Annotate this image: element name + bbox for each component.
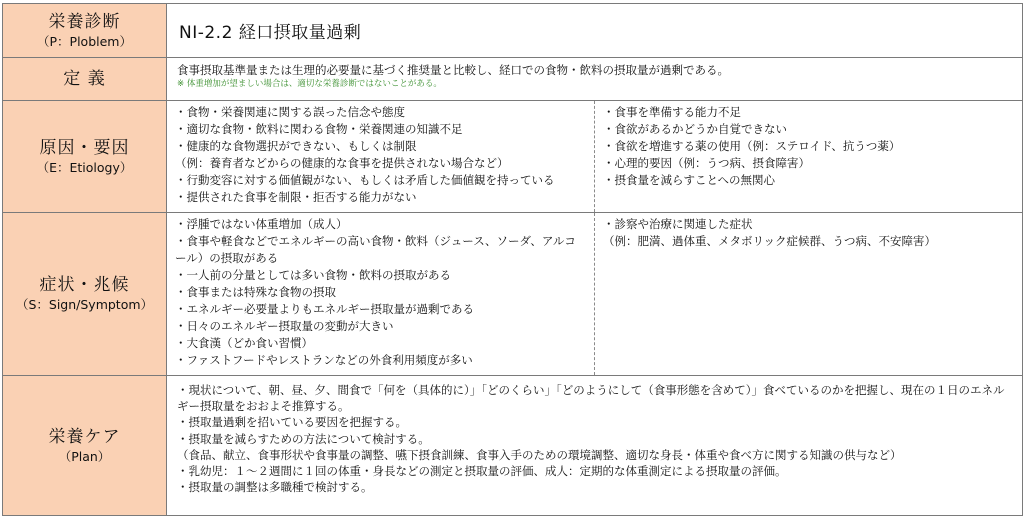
list-item: ・食物・栄養関連に関する誤った信念や態度	[175, 105, 405, 119]
plan-row	[3, 376, 1023, 516]
list-item: （例：肥満、過体重、メタボリック症候群、うつ病、不安障害）	[603, 234, 937, 248]
plan-list	[167, 376, 1023, 516]
definition-note: ※ 体重増加が望ましい場合は、適切な栄養診断ではないことがある。	[177, 79, 442, 89]
header-label-sub: （P：Ploblem）	[37, 33, 132, 49]
etiology-label-cell	[3, 101, 167, 213]
definition-label: 定 義	[63, 69, 106, 89]
etiology-label: 原因・要因	[39, 137, 130, 158]
list-item: （食品、献立、食事形状や食事量の調整、嚥下摂食訓練、食事入手のための環境調整、適切な身長・体重や食べ方に関する知識の供与など）	[177, 447, 902, 462]
list-item: ・健康的な食物選択ができない、もしくは制限	[175, 139, 417, 153]
list-item: ・一人前の分量としては多い食物・飲料の摂取がある	[175, 268, 451, 282]
list-item: ・エネルギー必要量よりもエネルギー摂取量が過剰である	[175, 302, 474, 316]
symptoms-left-list	[167, 213, 595, 376]
list-item: ・乳幼児：１～２週間に１回の体重・身長などの測定と摂取量の評価、成人：定期的な体重測定による摂取量の評価。	[177, 464, 787, 479]
etiology-right-list	[595, 101, 1023, 213]
list-item: ・食欲を増進する薬の使用（例：ステロイド、抗うつ薬）	[603, 139, 901, 153]
diagnosis-table	[2, 3, 1023, 516]
symptoms-row	[3, 213, 1023, 376]
list-item: ・食事や軽食などでエネルギーの高い食物・飲料（ジュース、ソーダ、アルコール）の摂取がある	[175, 234, 576, 265]
list-item: ・日々のエネルギー摂取量の変動が大きい	[175, 319, 394, 333]
list-item: ・大食漢（どか食い習慣）	[175, 336, 313, 350]
list-item: ・浮腫ではない体重増加（成人）	[175, 217, 348, 231]
etiology-left-list	[167, 101, 595, 213]
header-row	[3, 4, 1023, 58]
list-item: ・摂取量の調整は多職種で検討する。	[177, 480, 373, 495]
plan-label-sub: （Plan）	[58, 448, 111, 464]
definition-label-cell	[3, 58, 167, 101]
list-item: （例：養育者などからの健康的な食事を提供されない場合など）	[175, 156, 509, 170]
header-label-cell	[3, 4, 167, 58]
plan-label-cell	[3, 376, 167, 516]
symptoms-label: 症状・兆候	[39, 275, 130, 295]
plan-label: 栄養ケア	[48, 426, 121, 447]
list-item: ・食欲があるかどうか自覚できない	[603, 122, 787, 136]
list-item: ・行動変容に対する価値観がない、もしくは矛盾した価値観を持っている	[175, 173, 555, 187]
list-item: ・適切な食物・飲料に関わる食物・栄養関連の知識不足	[175, 122, 463, 136]
definition-cell	[167, 58, 1023, 101]
list-item: ・診察や治療に関連した症状	[603, 217, 753, 231]
list-item: ・食事を準備する能力不足	[603, 105, 741, 119]
header-label: 栄養診断	[48, 11, 121, 32]
list-item: ・現状について、朝、昼、夕、間食で「何を（具体的に）」「どのくらい」「どのようにして（食事形態を含めて）」食べているのかを把握し、現在の１日のエネルギー摂取量をおおよそ推算する。	[177, 383, 1005, 414]
definition-text: 食事摂取基準量または生理的必要量に基づく推奨量と比較し、経口での食物・飲料の摂取量が過剰である。	[177, 63, 729, 77]
etiology-label-sub: （E：Etiology）	[36, 159, 133, 175]
symptoms-right-list	[595, 213, 1023, 376]
etiology-row	[3, 101, 1023, 213]
list-item: ・摂取量を減らすための方法について検討する。	[177, 431, 430, 446]
diagnosis-title: NI-2.2 経口摂取量過剰	[167, 4, 1023, 58]
list-item: ・摂取量過剰を招いている要因を把握する。	[177, 415, 407, 430]
list-item: ・心理的要因（例：うつ病、摂食障害）	[603, 156, 810, 170]
symptoms-label-cell	[3, 213, 167, 376]
symptoms-label-sub: （S：Sign/Symptom）	[15, 297, 154, 312]
list-item: ・摂食量を減らすことへの無関心	[603, 173, 776, 187]
list-item: ・提供された食事を制限・拒否する能力がない	[175, 190, 417, 204]
definition-row	[3, 58, 1023, 101]
list-item: ・食事または特殊な食物の摂取	[175, 285, 336, 299]
list-item: ・ファストフードやレストランなどの外食利用頻度が多い	[175, 353, 473, 367]
